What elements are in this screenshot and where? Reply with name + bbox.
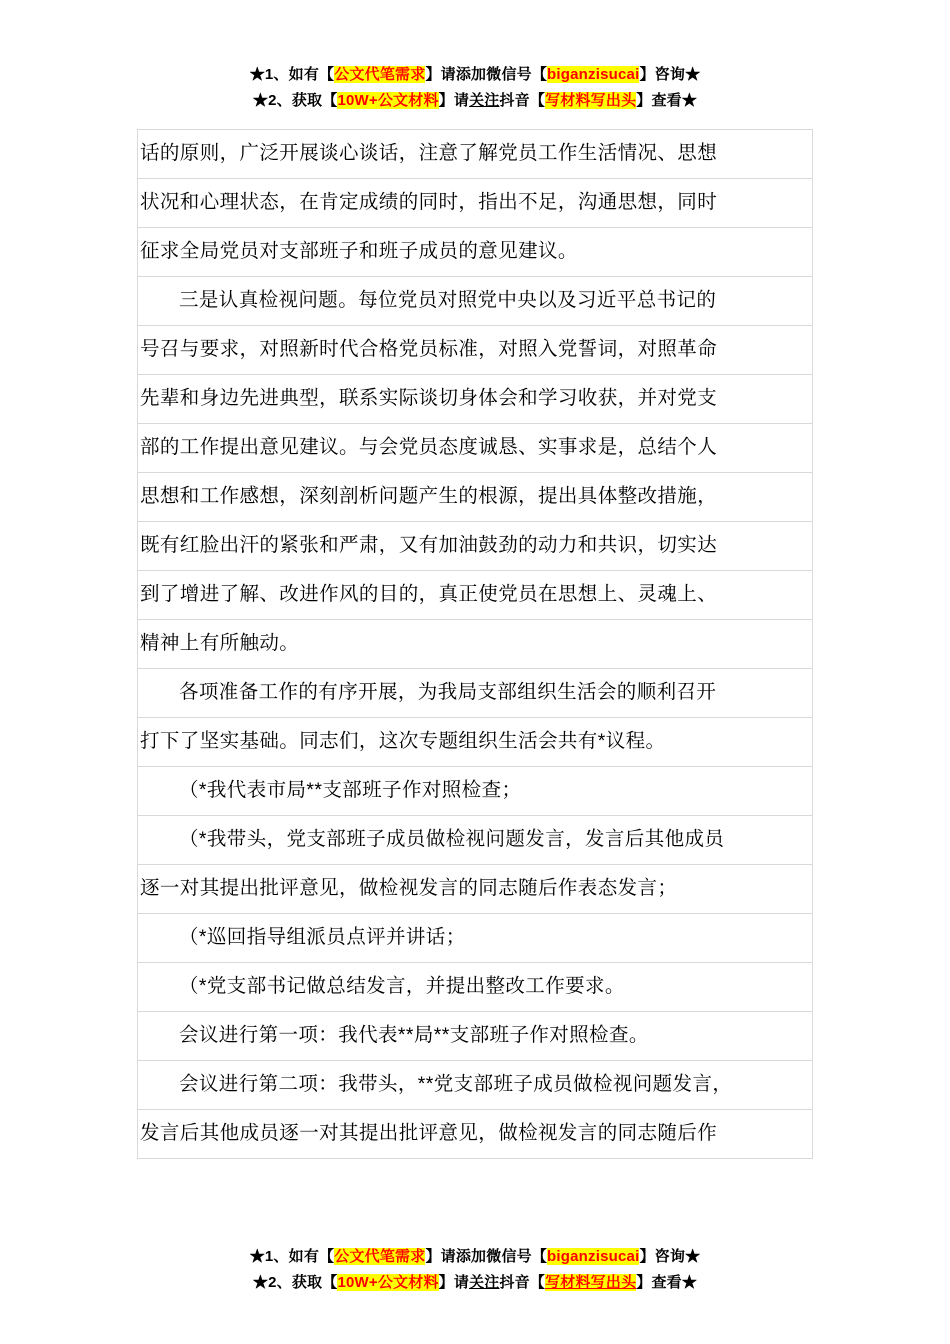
promo-top-line1-middle: 】请添加微信号【 <box>425 66 548 83</box>
document-line <box>138 865 812 914</box>
document-line <box>138 963 812 1012</box>
document-line <box>138 816 812 865</box>
promo-bottom-line2-prefix: ★2、获取【 <box>252 1273 338 1291</box>
promo-top-line1-prefix: ★1、如有【 <box>249 66 335 83</box>
promo-top-line2-suffix: 】查看★ <box>636 92 698 110</box>
promo-bottom-line1-middle: 】请添加微信号【 <box>425 1247 548 1265</box>
document-line-text: 到了增进了解、改进作风的目的，真正使党员在思想上、灵魂上、 <box>140 583 718 606</box>
document-line-text: 号召与要求，对照新时代合格党员标准，对照入党誓词，对照革命 <box>140 338 718 361</box>
document-line-text: （*党支部书记做总结发言，并提出整改工作要求。 <box>179 975 625 998</box>
promo-bottom-line2-suffix: 】查看★ <box>636 1273 698 1291</box>
document-line <box>138 1012 812 1061</box>
document-line-text: 征求全局党员对支部班子和班子成员的意见建议。 <box>140 240 578 263</box>
document-line <box>138 669 812 718</box>
promo-top-line-2 <box>0 88 950 114</box>
document-line-text: （*巡回指导组派员点评并讲话； <box>179 926 466 949</box>
promo-top-line1-highlight-2: biganzisucai <box>547 66 640 83</box>
document-line <box>138 718 812 767</box>
document-line <box>138 473 812 522</box>
document-line <box>138 277 812 326</box>
promo-bottom-line2-highlight-2: 写材料写出头 <box>545 1273 637 1291</box>
document-line <box>138 326 812 375</box>
promo-top-line2-middle: 】请 <box>438 92 470 110</box>
promo-bottom-line2-middle-2: 抖音【 <box>499 1273 546 1291</box>
promo-bottom-line-1 <box>0 1244 950 1270</box>
document-line-text: 精神上有所触动。 <box>140 632 300 655</box>
promo-top-line2-underline: 关注 <box>469 92 500 110</box>
document-line-text: 会议进行第一项：我代表**局**支部班子作对照检查。 <box>179 1024 649 1047</box>
document-line <box>138 767 812 816</box>
document-line <box>138 571 812 620</box>
document-line <box>138 522 812 571</box>
promo-top-line2-highlight-2: 写材料写出头 <box>545 92 637 110</box>
promo-bottom-line1-highlight-1: 公文代笔需求 <box>334 1247 426 1265</box>
promo-bottom-line-2 <box>0 1270 950 1296</box>
document-line <box>138 1110 812 1159</box>
document-line-text: （*我代表市局**支部班子作对照检查； <box>179 779 522 802</box>
promo-top-line1-suffix: 】咨询★ <box>639 66 701 83</box>
document-line-text: 部的工作提出意见建议。与会党员态度诚恳、实事求是，总结个人 <box>140 436 718 459</box>
document-line <box>138 375 812 424</box>
document-line <box>138 228 812 277</box>
document-line-text: 发言后其他成员逐一对其提出批评意见，做检视发言的同志随后作 <box>140 1122 718 1145</box>
document-line-text: 逐一对其提出批评意见，做检视发言的同志随后作表态发言； <box>140 877 678 900</box>
promo-top-line2-highlight-1: 10W+公文材料 <box>337 92 439 110</box>
promo-bottom-line1-suffix: 】咨询★ <box>639 1247 701 1265</box>
promo-bottom-line2-middle: 】请 <box>438 1273 470 1291</box>
document-line <box>138 130 812 179</box>
document-line <box>138 179 812 228</box>
promo-top-line2-prefix: ★2、获取【 <box>252 92 338 110</box>
document-line-text: 思想和工作感想，深刻剖析问题产生的根源，提出具体整改措施， <box>140 485 718 508</box>
promo-banner-bottom <box>0 1244 950 1297</box>
document-line <box>138 620 812 669</box>
document-line-text: 话的原则，广泛开展谈心谈话，注意了解党员工作生活情况、思想 <box>140 142 718 165</box>
document-line <box>138 1061 812 1110</box>
promo-top-line2-middle-2: 抖音【 <box>499 92 546 110</box>
document-line-text: 既有红脸出汗的紧张和严肃，又有加油鼓劲的动力和共识，切实达 <box>140 534 718 557</box>
promo-top-line1-highlight-1: 公文代笔需求 <box>334 66 426 83</box>
document-line-text: 会议进行第二项：我带头，**党支部班子成员做检视问题发言， <box>179 1073 733 1096</box>
document-line-text: 各项准备工作的有序开展，为我局支部组织生活会的顺利召开 <box>179 681 717 704</box>
promo-bottom-line2-highlight-1: 10W+公文材料 <box>337 1273 439 1291</box>
promo-bottom-line2-underline: 关注 <box>469 1273 500 1291</box>
document-line-text: 先辈和身边先进典型，联系实际谈切身体会和学习收获，并对党支 <box>140 387 718 410</box>
document-line <box>138 914 812 963</box>
document-line-text: （*我带头，党支部班子成员做检视问题发言，发言后其他成员 <box>179 828 725 851</box>
document-line <box>138 424 812 473</box>
promo-bottom-line1-prefix: ★1、如有【 <box>249 1247 335 1265</box>
document-line-text: 三是认真检视问题。每位党员对照党中央以及习近平总书记的 <box>179 289 717 312</box>
promo-bottom-line1-highlight-2: biganzisucai <box>547 1247 640 1265</box>
document-line-text: 状况和心理状态，在肯定成绩的同时，指出不足，沟通思想，同时 <box>140 191 718 214</box>
document-line-text: 打下了坚实基础。同志们，这次专题组织生活会共有*议程。 <box>140 730 666 753</box>
promo-top-line-1 <box>0 62 950 88</box>
document-body <box>137 129 813 1159</box>
promo-banner-top <box>0 0 950 115</box>
